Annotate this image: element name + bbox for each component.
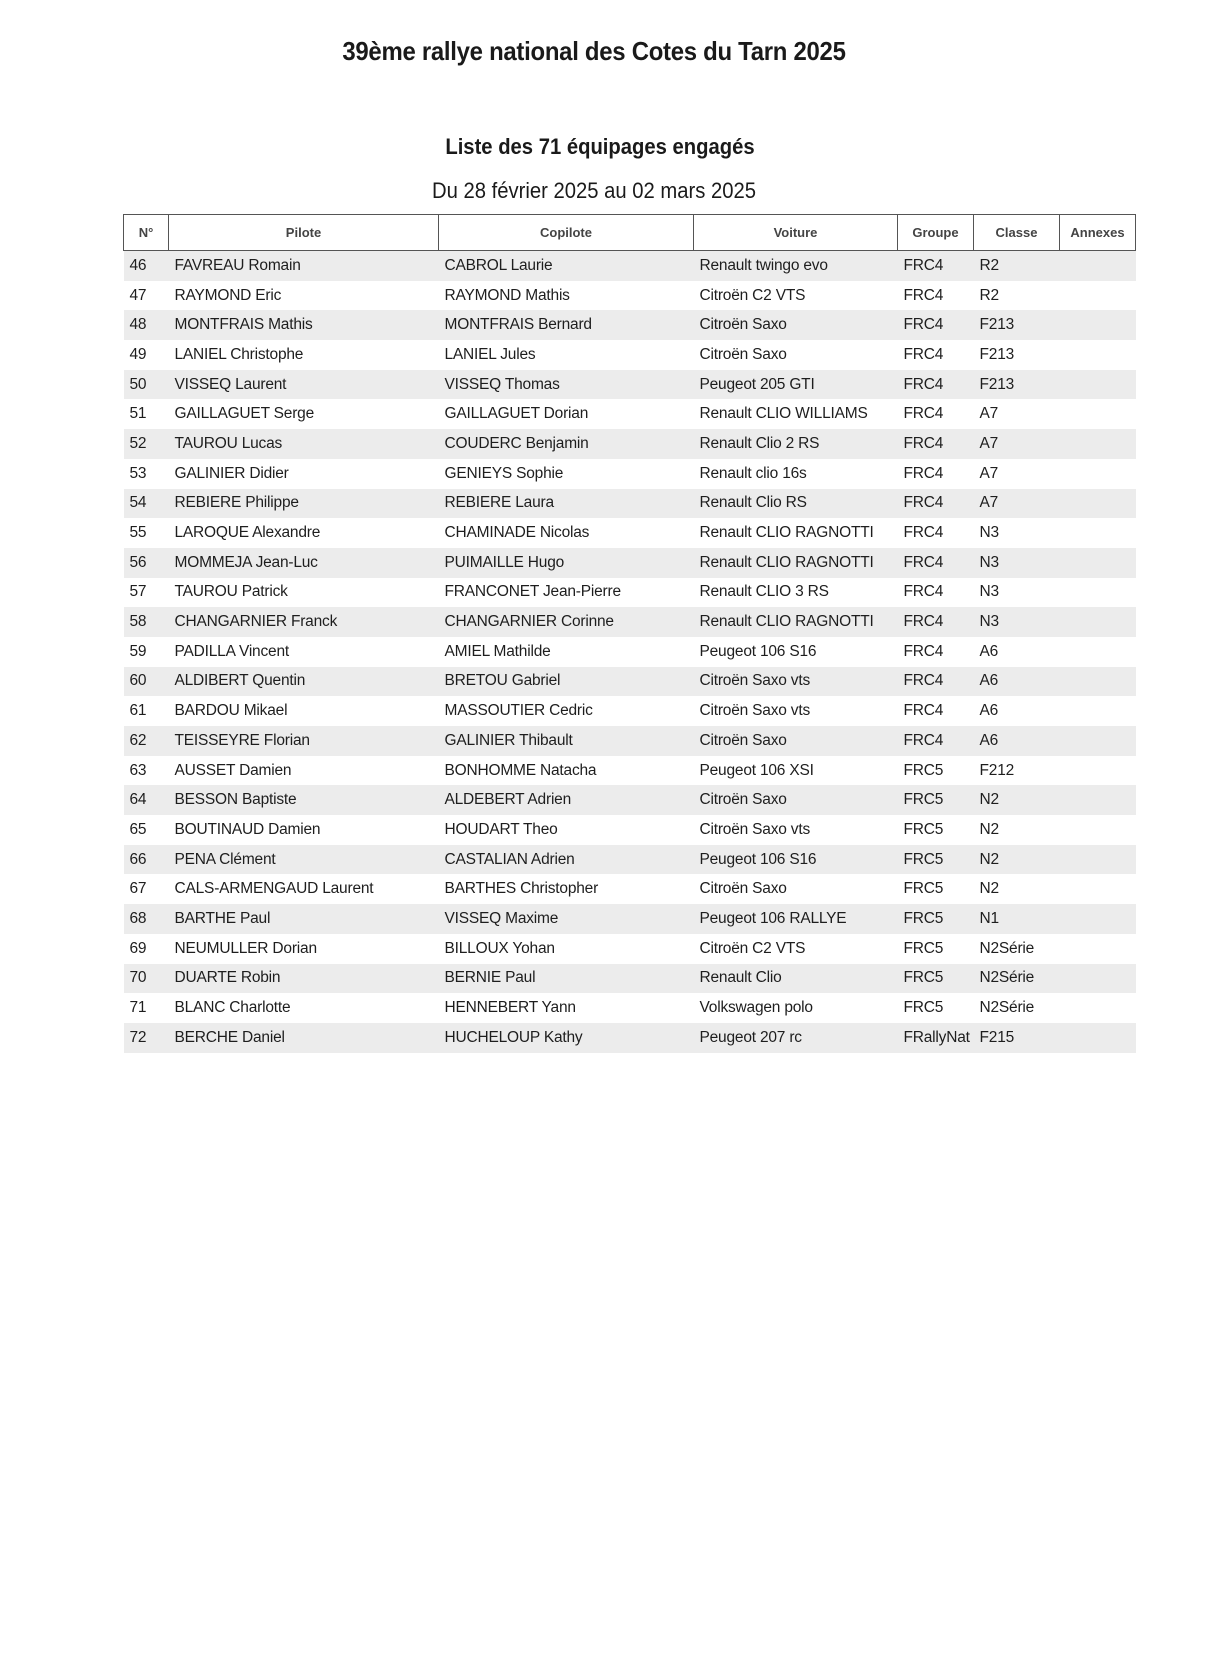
cell-copilote: BARTHES Christopher [439, 874, 694, 904]
cell-num: 72 [124, 1023, 169, 1053]
cell-copilote: GAILLAGUET Dorian [439, 399, 694, 429]
cell-classe: N2 [974, 845, 1060, 875]
cell-classe: A7 [974, 399, 1060, 429]
cell-copilote: VISSEQ Thomas [439, 370, 694, 400]
cell-groupe: FRC4 [898, 696, 974, 726]
cell-pilote: LAROQUE Alexandre [169, 518, 439, 548]
cell-num: 61 [124, 696, 169, 726]
cell-annexes [1060, 934, 1136, 964]
cell-copilote: PUIMAILLE Hugo [439, 548, 694, 578]
cell-voiture: Renault clio 16s [694, 459, 898, 489]
table-row [124, 845, 1136, 875]
table-row [124, 637, 1136, 667]
cell-classe: R2 [974, 281, 1060, 311]
cell-voiture: Peugeot 106 S16 [694, 845, 898, 875]
cell-pilote: GALINIER Didier [169, 459, 439, 489]
cell-num: 51 [124, 399, 169, 429]
cell-annexes [1060, 607, 1136, 637]
cell-voiture: Citroën Saxo [694, 310, 898, 340]
cell-pilote: BARDOU Mikael [169, 696, 439, 726]
cell-copilote: VISSEQ Maxime [439, 904, 694, 934]
cell-groupe: FRC4 [898, 607, 974, 637]
cell-annexes [1060, 429, 1136, 459]
cell-groupe: FRC5 [898, 874, 974, 904]
cell-voiture: Citroën Saxo vts [694, 696, 898, 726]
cell-classe: N3 [974, 607, 1060, 637]
cell-voiture: Renault Clio 2 RS [694, 429, 898, 459]
cell-groupe: FRC5 [898, 785, 974, 815]
table-row [124, 578, 1136, 608]
event-dates: Du 28 février 2025 au 02 mars 2025 [431, 178, 757, 203]
cell-classe: R2 [974, 251, 1060, 281]
cell-pilote: BLANC Charlotte [169, 993, 439, 1023]
cell-groupe: FRC4 [898, 310, 974, 340]
cell-num: 54 [124, 489, 169, 519]
cell-copilote: GALINIER Thibault [439, 726, 694, 756]
cell-pilote: BARTHE Paul [169, 904, 439, 934]
cell-classe: F213 [974, 370, 1060, 400]
cell-copilote: CASTALIAN Adrien [439, 845, 694, 875]
table-row [124, 934, 1136, 964]
cell-annexes [1060, 696, 1136, 726]
cell-annexes [1060, 370, 1136, 400]
cell-copilote: RAYMOND Mathis [439, 281, 694, 311]
cell-copilote: COUDERC Benjamin [439, 429, 694, 459]
cell-copilote: BRETOU Gabriel [439, 667, 694, 697]
cell-groupe: FRC4 [898, 518, 974, 548]
cell-copilote: ALDEBERT Adrien [439, 785, 694, 815]
cell-annexes [1060, 756, 1136, 786]
cell-voiture: Citroën C2 VTS [694, 281, 898, 311]
cell-voiture: Renault CLIO RAGNOTTI [694, 518, 898, 548]
cell-voiture: Peugeot 207 rc [694, 1023, 898, 1053]
cell-voiture: Renault CLIO RAGNOTTI [694, 607, 898, 637]
cell-annexes [1060, 904, 1136, 934]
cell-pilote: PENA Clément [169, 845, 439, 875]
cell-classe: A6 [974, 637, 1060, 667]
table-row [124, 548, 1136, 578]
table-row [124, 489, 1136, 519]
cell-copilote: CABROL Laurie [439, 251, 694, 281]
cell-pilote: REBIERE Philippe [169, 489, 439, 519]
table-row [124, 459, 1136, 489]
cell-voiture: Peugeot 205 GTI [694, 370, 898, 400]
cell-num: 70 [124, 964, 169, 994]
cell-voiture: Renault twingo evo [694, 251, 898, 281]
cell-groupe: FRC5 [898, 756, 974, 786]
cell-groupe: FRC4 [898, 370, 974, 400]
entry-list-table [123, 214, 1136, 1053]
cell-groupe: FRC5 [898, 904, 974, 934]
cell-classe: A7 [974, 459, 1060, 489]
cell-num: 58 [124, 607, 169, 637]
cell-voiture: Volkswagen polo [694, 993, 898, 1023]
cell-pilote: PADILLA Vincent [169, 637, 439, 667]
cell-classe: A7 [974, 489, 1060, 519]
cell-voiture: Renault CLIO WILLIAMS [694, 399, 898, 429]
cell-num: 62 [124, 726, 169, 756]
cell-classe: N1 [974, 904, 1060, 934]
cell-classe: N3 [974, 578, 1060, 608]
cell-groupe: FRC4 [898, 251, 974, 281]
cell-num: 50 [124, 370, 169, 400]
cell-classe: A7 [974, 429, 1060, 459]
cell-voiture: Peugeot 106 XSI [694, 756, 898, 786]
cell-classe: N3 [974, 548, 1060, 578]
cell-voiture: Citroën Saxo [694, 874, 898, 904]
cell-copilote: GENIEYS Sophie [439, 459, 694, 489]
cell-num: 64 [124, 785, 169, 815]
cell-groupe: FRC5 [898, 845, 974, 875]
table-row [124, 251, 1136, 281]
table-row [124, 696, 1136, 726]
cell-voiture: Renault Clio [694, 964, 898, 994]
cell-groupe: FRC5 [898, 993, 974, 1023]
cell-pilote: BERCHE Daniel [169, 1023, 439, 1053]
cell-pilote: ALDIBERT Quentin [169, 667, 439, 697]
cell-groupe: FRallyNat [898, 1023, 974, 1053]
cell-voiture: Citroën Saxo [694, 340, 898, 370]
cell-pilote: MONTFRAIS Mathis [169, 310, 439, 340]
cell-num: 68 [124, 904, 169, 934]
cell-copilote: AMIEL Mathilde [439, 637, 694, 667]
cell-annexes [1060, 667, 1136, 697]
header-voiture: Voiture [694, 215, 898, 251]
cell-voiture: Peugeot 106 S16 [694, 637, 898, 667]
header-num: N° [124, 215, 169, 251]
cell-num: 55 [124, 518, 169, 548]
table-row [124, 785, 1136, 815]
cell-pilote: CHANGARNIER Franck [169, 607, 439, 637]
cell-copilote: HENNEBERT Yann [439, 993, 694, 1023]
cell-annexes [1060, 399, 1136, 429]
cell-pilote: LANIEL Christophe [169, 340, 439, 370]
document-title: 39ème rallye national des Cotes du Tarn 2025 [342, 36, 846, 66]
table-row [124, 340, 1136, 370]
cell-num: 47 [124, 281, 169, 311]
cell-num: 56 [124, 548, 169, 578]
cell-voiture: Citroën Saxo [694, 785, 898, 815]
cell-copilote: REBIERE Laura [439, 489, 694, 519]
header-copilote: Copilote [439, 215, 694, 251]
cell-num: 48 [124, 310, 169, 340]
cell-annexes [1060, 281, 1136, 311]
table-row [124, 1023, 1136, 1053]
cell-num: 67 [124, 874, 169, 904]
cell-num: 63 [124, 756, 169, 786]
cell-annexes [1060, 874, 1136, 904]
cell-num: 57 [124, 578, 169, 608]
cell-annexes [1060, 964, 1136, 994]
cell-annexes [1060, 489, 1136, 519]
cell-voiture: Renault Clio RS [694, 489, 898, 519]
cell-annexes [1060, 518, 1136, 548]
cell-annexes [1060, 578, 1136, 608]
cell-annexes [1060, 251, 1136, 281]
cell-voiture: Peugeot 106 RALLYE [694, 904, 898, 934]
cell-pilote: GAILLAGUET Serge [169, 399, 439, 429]
cell-num: 60 [124, 667, 169, 697]
cell-classe: N2Série [974, 993, 1060, 1023]
cell-pilote: NEUMULLER Dorian [169, 934, 439, 964]
cell-annexes [1060, 548, 1136, 578]
cell-classe: N2Série [974, 964, 1060, 994]
cell-copilote: FRANCONET Jean-Pierre [439, 578, 694, 608]
cell-classe: F213 [974, 310, 1060, 340]
table-row [124, 815, 1136, 845]
cell-voiture: Citroën Saxo vts [694, 667, 898, 697]
table-row [124, 607, 1136, 637]
table-row [124, 964, 1136, 994]
cell-copilote: BERNIE Paul [439, 964, 694, 994]
table-row [124, 667, 1136, 697]
cell-groupe: FRC5 [898, 964, 974, 994]
cell-num: 59 [124, 637, 169, 667]
cell-annexes [1060, 637, 1136, 667]
table-row [124, 399, 1136, 429]
header-groupe: Groupe [898, 215, 974, 251]
cell-pilote: TEISSEYRE Florian [169, 726, 439, 756]
cell-pilote: TAUROU Lucas [169, 429, 439, 459]
table-row [124, 370, 1136, 400]
cell-copilote: MASSOUTIER Cedric [439, 696, 694, 726]
cell-classe: F215 [974, 1023, 1060, 1053]
table-row [124, 874, 1136, 904]
cell-groupe: FRC4 [898, 637, 974, 667]
cell-annexes [1060, 815, 1136, 845]
cell-groupe: FRC4 [898, 489, 974, 519]
cell-groupe: FRC4 [898, 459, 974, 489]
cell-annexes [1060, 993, 1136, 1023]
cell-copilote: BILLOUX Yohan [439, 934, 694, 964]
cell-voiture: Renault CLIO 3 RS [694, 578, 898, 608]
cell-pilote: VISSEQ Laurent [169, 370, 439, 400]
cell-num: 66 [124, 845, 169, 875]
cell-num: 46 [124, 251, 169, 281]
cell-classe: A6 [974, 696, 1060, 726]
cell-classe: N2 [974, 785, 1060, 815]
cell-annexes [1060, 459, 1136, 489]
cell-groupe: FRC5 [898, 934, 974, 964]
cell-copilote: MONTFRAIS Bernard [439, 310, 694, 340]
cell-groupe: FRC4 [898, 548, 974, 578]
cell-pilote: CALS-ARMENGAUD Laurent [169, 874, 439, 904]
cell-voiture: Citroën C2 VTS [694, 934, 898, 964]
cell-copilote: BONHOMME Natacha [439, 756, 694, 786]
cell-groupe: FRC4 [898, 578, 974, 608]
cell-groupe: FRC4 [898, 429, 974, 459]
table-row [124, 429, 1136, 459]
cell-groupe: FRC4 [898, 726, 974, 756]
cell-classe: A6 [974, 667, 1060, 697]
cell-copilote: CHAMINADE Nicolas [439, 518, 694, 548]
cell-classe: N2Série [974, 934, 1060, 964]
cell-classe: F212 [974, 756, 1060, 786]
header-pilote: Pilote [169, 215, 439, 251]
cell-classe: F213 [974, 340, 1060, 370]
cell-groupe: FRC4 [898, 399, 974, 429]
cell-num: 71 [124, 993, 169, 1023]
cell-voiture: Renault CLIO RAGNOTTI [694, 548, 898, 578]
cell-classe: N3 [974, 518, 1060, 548]
cell-classe: N2 [974, 815, 1060, 845]
cell-num: 49 [124, 340, 169, 370]
table-row [124, 904, 1136, 934]
cell-annexes [1060, 726, 1136, 756]
cell-groupe: FRC4 [898, 667, 974, 697]
cell-pilote: DUARTE Robin [169, 964, 439, 994]
cell-copilote: HUCHELOUP Kathy [439, 1023, 694, 1053]
table-row [124, 310, 1136, 340]
document-subtitle: Liste des 71 équipages engagés [445, 134, 755, 159]
cell-num: 53 [124, 459, 169, 489]
cell-num: 65 [124, 815, 169, 845]
cell-num: 69 [124, 934, 169, 964]
table-row [124, 726, 1136, 756]
cell-annexes [1060, 1023, 1136, 1053]
cell-pilote: AUSSET Damien [169, 756, 439, 786]
header-classe: Classe [974, 215, 1060, 251]
cell-groupe: FRC4 [898, 340, 974, 370]
cell-annexes [1060, 845, 1136, 875]
cell-groupe: FRC4 [898, 281, 974, 311]
table-header-row [124, 215, 1136, 251]
cell-annexes [1060, 340, 1136, 370]
header-annexes: Annexes [1060, 215, 1136, 251]
cell-classe: N2 [974, 874, 1060, 904]
cell-pilote: MOMMEJA Jean-Luc [169, 548, 439, 578]
cell-pilote: BESSON Baptiste [169, 785, 439, 815]
cell-copilote: CHANGARNIER Corinne [439, 607, 694, 637]
cell-copilote: LANIEL Jules [439, 340, 694, 370]
cell-voiture: Citroën Saxo vts [694, 815, 898, 845]
cell-pilote: RAYMOND Eric [169, 281, 439, 311]
table-body [124, 251, 1136, 1053]
cell-annexes [1060, 310, 1136, 340]
table-row [124, 281, 1136, 311]
table-row [124, 756, 1136, 786]
cell-num: 52 [124, 429, 169, 459]
cell-annexes [1060, 785, 1136, 815]
cell-copilote: HOUDART Theo [439, 815, 694, 845]
cell-groupe: FRC5 [898, 815, 974, 845]
cell-voiture: Citroën Saxo [694, 726, 898, 756]
table-row [124, 518, 1136, 548]
table-row [124, 993, 1136, 1023]
cell-pilote: TAUROU Patrick [169, 578, 439, 608]
cell-classe: A6 [974, 726, 1060, 756]
cell-pilote: BOUTINAUD Damien [169, 815, 439, 845]
cell-pilote: FAVREAU Romain [169, 251, 439, 281]
